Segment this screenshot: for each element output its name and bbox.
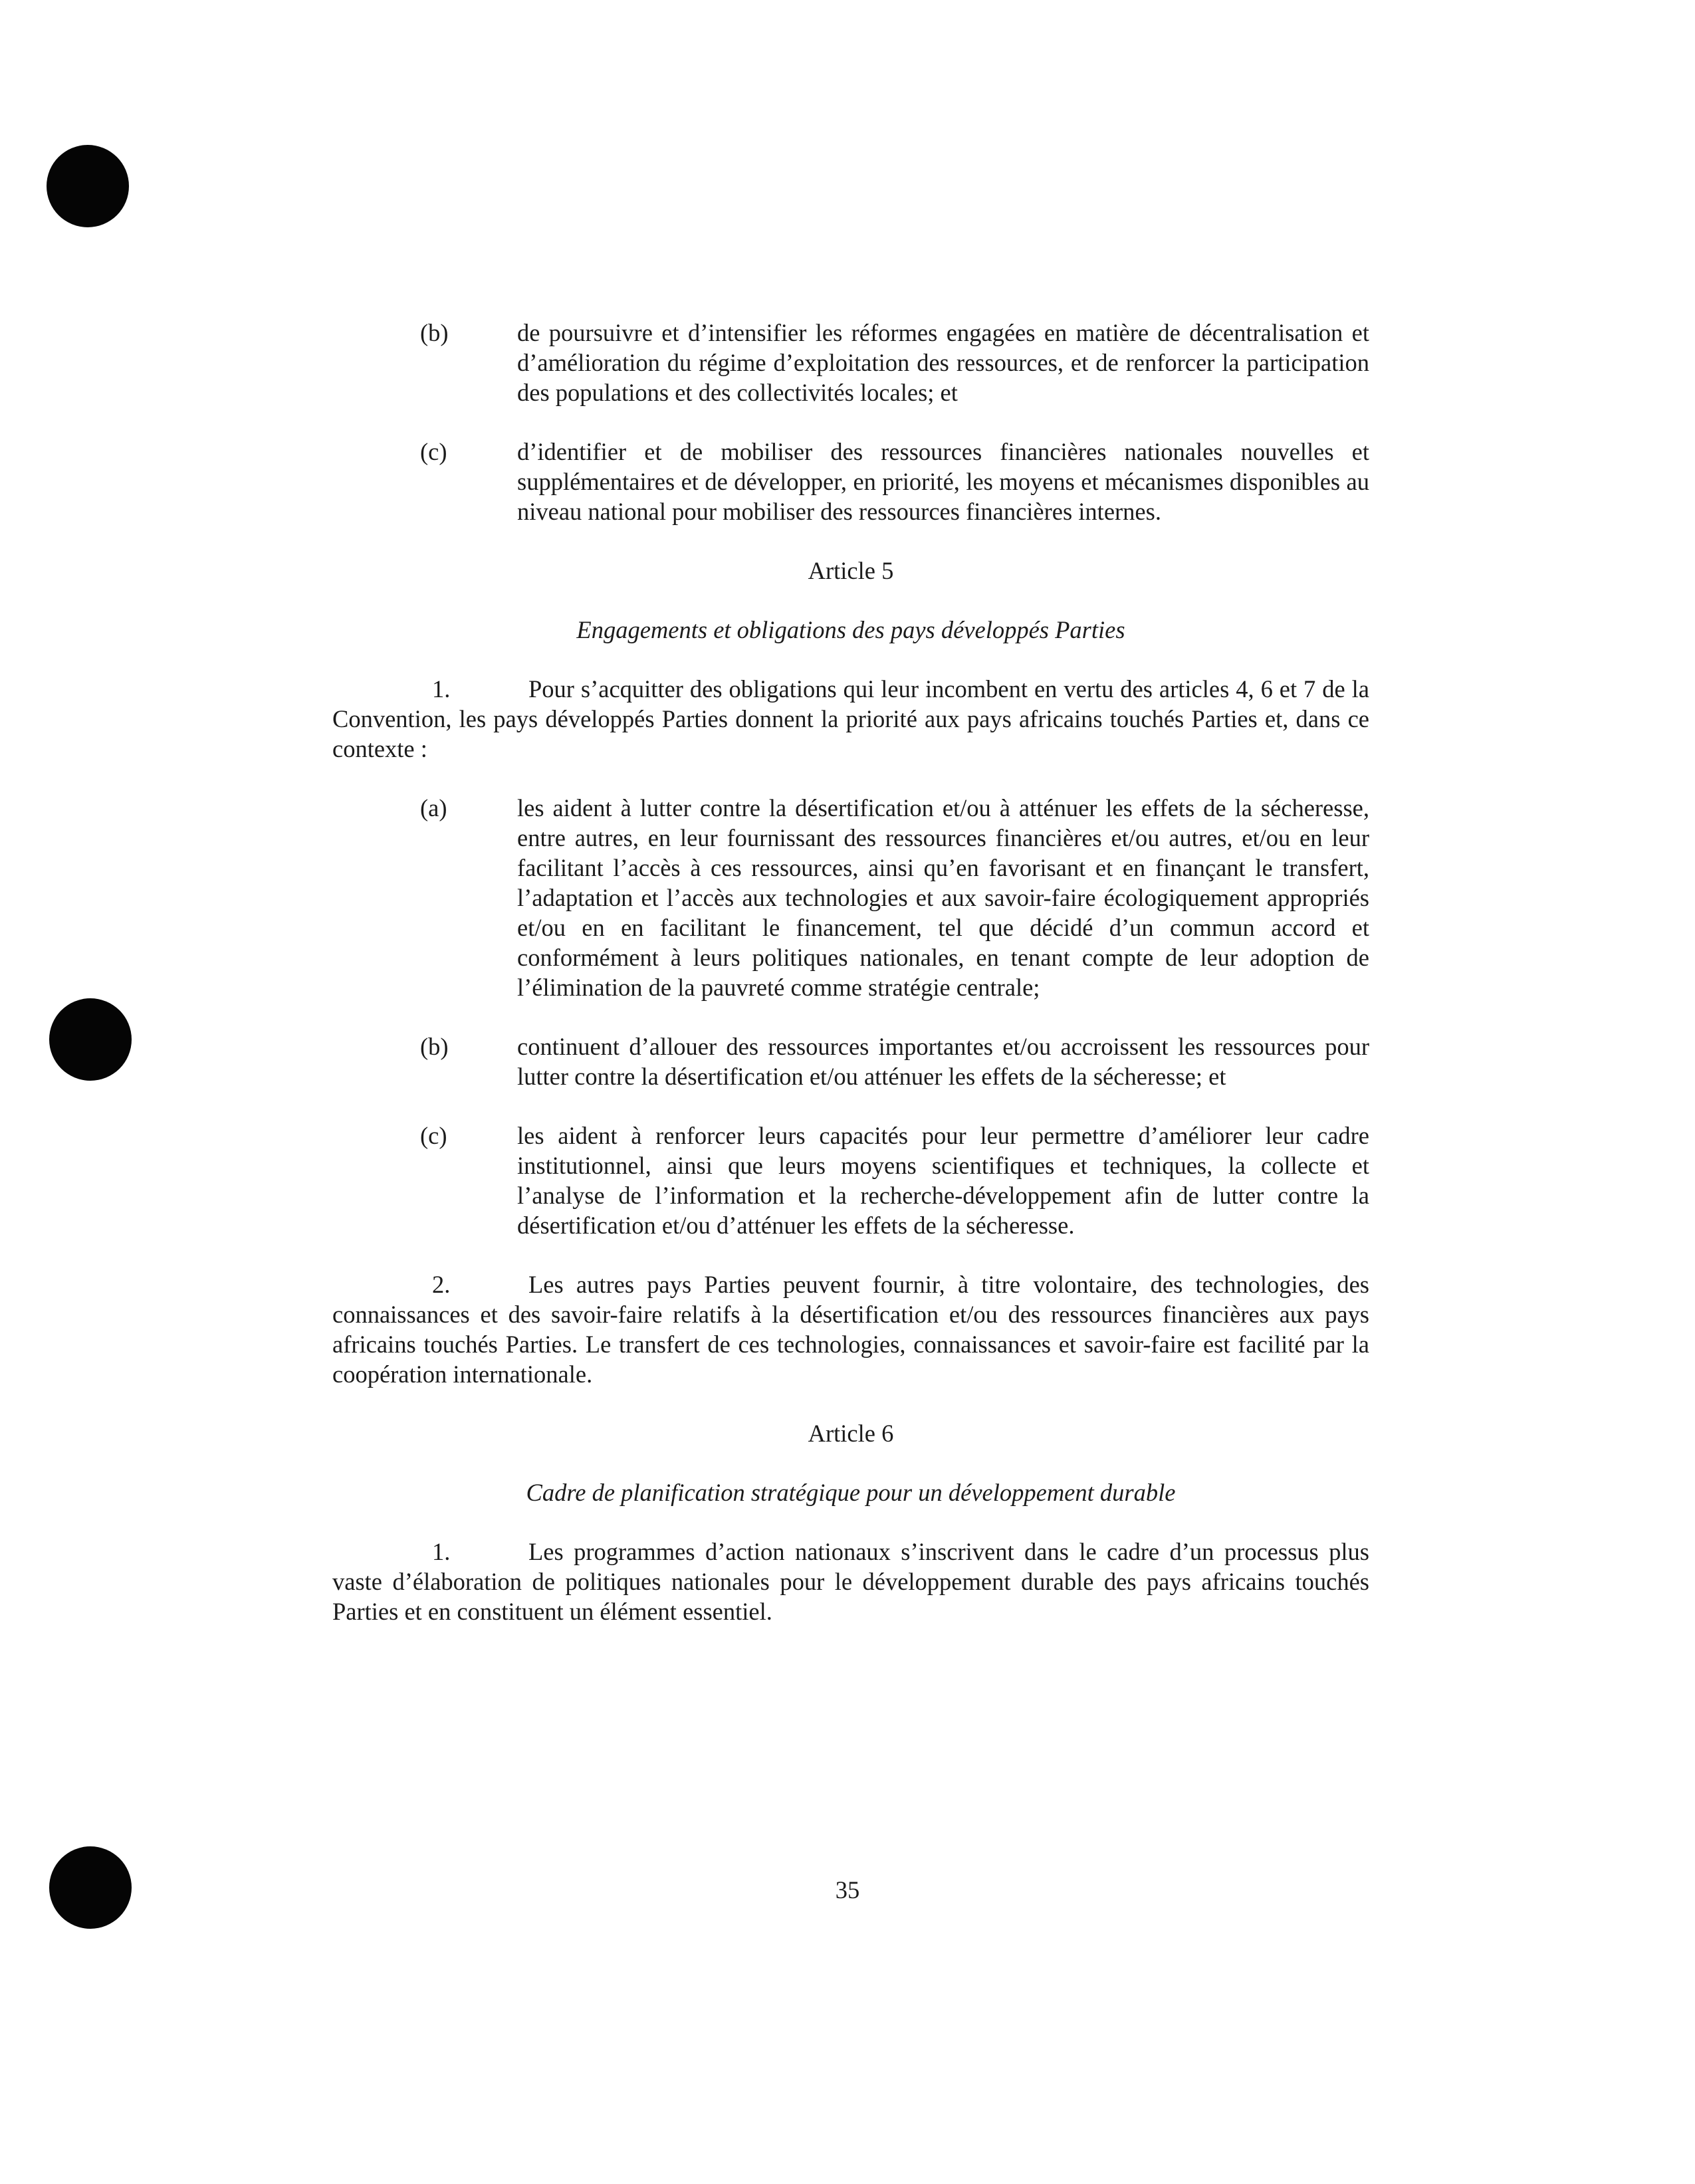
list-item-text: les aident à renforcer leurs capacités pour leur permettre d’améliorer leur cadre institutionnel, ainsi que leurs moyens scientifiques et techniques, la collecte et l’analyse de l’information et la recherche-développement afin de lutter contre la désertification et/ou d’atténuer les effets de la sécheresse.	[517, 1122, 1369, 1239]
paragraph-text: Les autres pays Parties peuvent fournir, à titre volontaire, des technologies, des connaissances et des savoir-faire relatifs à la désertification et/ou des ressources financières aux pays africains touchés Parties. Le transfert de ces technologies, connaissances et savoir-faire est facilité par la coopération internationale.	[332, 1271, 1369, 1388]
page-number: 35	[835, 1876, 860, 1904]
paragraph-number: 2.	[432, 1271, 451, 1298]
article-5-paragraph-2	[332, 1269, 1369, 1389]
list-marker: (b)	[420, 319, 449, 346]
paragraph-text: Pour s’acquitter des obligations qui leur incombent en vertu des articles 4, 6 et 7 de la Convention, les pays développés Parties donnent la priorité aux pays africains touchés Parties et, dans ce contexte :	[332, 675, 1369, 762]
list-item	[332, 1032, 1369, 1091]
punch-hole	[49, 998, 132, 1081]
article-6-paragraph-1	[332, 1537, 1369, 1626]
punch-hole	[47, 145, 129, 227]
article-5-heading: Article 5	[808, 557, 894, 584]
list-item	[332, 437, 1369, 526]
list-item	[332, 318, 1369, 407]
list-item	[332, 1121, 1369, 1240]
article-5-subtitle: Engagements et obligations des pays développés Parties	[576, 616, 1125, 643]
article-5-paragraph-1	[332, 674, 1369, 764]
document-body	[332, 318, 1369, 1656]
list-marker: (c)	[420, 1122, 447, 1149]
paragraph-number: 1.	[432, 1538, 451, 1565]
list-item-text: de poursuivre et d’intensifier les réformes engagées en matière de décentralisation et d’amélioration du régime d’exploitation des ressources, et de renforcer la participation des populations et des collectivités locales; et	[517, 319, 1369, 406]
list-item-text: continuent d’allouer des ressources importantes et/ou accroissent les ressources pour lutter contre la désertification et/ou atténuer les effets de la sécheresse; et	[517, 1033, 1369, 1090]
list-marker: (b)	[420, 1033, 449, 1060]
paragraph-text: Les programmes d’action nationaux s’inscrivent dans le cadre d’un processus plus vaste d’élaboration de politiques nationales pour le développement durable des pays africains touchés Parties et en constituent un élément essentiel.	[332, 1538, 1369, 1625]
list-item-text: d’identifier et de mobiliser des ressources financières nationales nouvelles et supplémentaires et de développer, en priorité, les moyens et mécanismes disponibles au niveau national pour mobiliser des ressources financières internes.	[517, 438, 1369, 525]
list-marker: (c)	[420, 438, 447, 465]
paragraph-number: 1.	[432, 675, 451, 703]
list-item-text: les aident à lutter contre la désertification et/ou à atténuer les effets de la sécheresse, entre autres, en leur fournissant des ressources financières et/ou autres, et/ou en leur facilitant l’accès à ces ressources, ainsi qu’en favorisant et en finançant le transfert, l’adaptation et l’accès aux technologies et aux savoir-faire écologiquement appropriés et/ou en en facilitant le financement, tel que décidé d’un commun accord et conformément à leurs politiques nationales, en tenant compte de leur adoption de l’élimination de la pauvreté comme stratégie centrale;	[517, 794, 1369, 1001]
article-6-subtitle: Cadre de planification stratégique pour un développement durable	[526, 1479, 1176, 1506]
list-item	[332, 793, 1369, 1002]
article-6-heading: Article 6	[808, 1420, 894, 1447]
list-marker: (a)	[420, 794, 447, 821]
